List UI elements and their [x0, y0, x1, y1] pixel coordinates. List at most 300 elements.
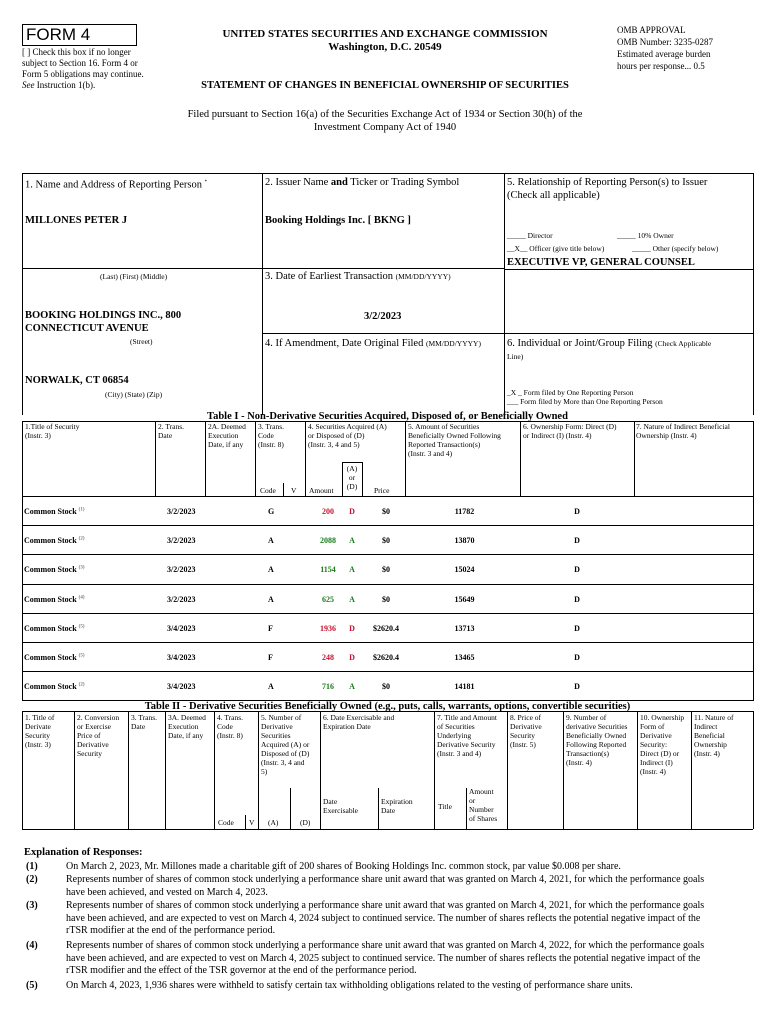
t1-h5 [408, 422, 501, 458]
t2-v2 [128, 711, 129, 829]
t2-top [22, 711, 753, 712]
transaction-date: 3/2/2023 [167, 594, 196, 604]
transaction-code: A [268, 536, 274, 546]
t2-h10-4: Direct (D) or [640, 749, 680, 758]
t1-h4 [308, 422, 387, 449]
t2-h5-3: Acquired (A) or [261, 740, 310, 749]
transaction-date: 3/2/2023 [167, 565, 196, 575]
t1-h2-a: 2. Trans. [158, 422, 185, 431]
t2-v6 [320, 711, 321, 829]
table-row [22, 613, 753, 643]
t1-h5-d: (Instr. 3 and 4) [408, 449, 453, 458]
earliest-transaction-date: 3/2/2023 [364, 311, 402, 322]
box4-label-text: 4. If Amendment, Date Original Filed [265, 338, 424, 349]
reporting-person-city: NORWALK, CT 06854 [25, 375, 129, 386]
t2-sub-amt-1: or [469, 796, 476, 805]
transaction-date: 3/4/2023 [167, 653, 196, 662]
ownership-form: D [574, 565, 580, 575]
transaction-amount: 248 [322, 653, 334, 662]
t2-sub-date-ex-2: Exercisable [323, 806, 358, 815]
t2-h11-2: Beneficial [694, 731, 725, 740]
t2-v9 [563, 711, 564, 829]
t1-h6-a: 6. Ownership Form: Direct (D) [523, 422, 617, 431]
t1-h5-a: 5. Amount of Securities [408, 422, 480, 431]
footnote-ref: (4) [78, 594, 85, 600]
footnote-number: (4) [26, 940, 38, 951]
t2-v4 [214, 711, 215, 829]
transaction-code: G [268, 507, 275, 516]
box3-format: (MM/DD/YYYY) [395, 272, 451, 281]
officer-title: EXECUTIVE VP, GENERAL COUNSEL [507, 257, 695, 268]
t2-h4-2: (Instr. 8) [217, 731, 243, 740]
ten-percent-option: _____ 10% Owner [617, 231, 674, 240]
t1-sub-ad-3: (D) [346, 482, 358, 491]
t1-sub-ad-1: (A) [346, 464, 358, 473]
security-title: Common Stock [24, 653, 77, 662]
table-row [22, 584, 753, 614]
t2-sub-v2 [290, 788, 291, 829]
other-option: _____ Other (specify below) [632, 244, 719, 253]
omb-approval [617, 24, 757, 72]
instruction-ref: Instruction 1(b). [36, 80, 96, 90]
t1-h2-b: Date [158, 431, 173, 440]
box5-label [507, 176, 751, 202]
t2-sub-v4 [466, 788, 467, 829]
filed-line-2: Investment Company Act of 1940 [313, 122, 457, 133]
acquired-disposed: D [349, 653, 355, 662]
t1-h4-b: or Disposed of (D) [308, 431, 365, 440]
t2-sub-v1 [245, 815, 246, 829]
t2-h6-b: Expiration Date [323, 722, 371, 731]
t2-h2-0: 2. Conversion [77, 713, 120, 722]
footnote-number: (5) [26, 980, 38, 991]
t2-h2-1: or Exercise [77, 722, 111, 731]
t2-v11 [691, 711, 692, 829]
footnote-text: On March 4, 2023, 1,936 shares were withheld to satisfy certain tax withholding obligations related to the vesting of performance share units. [66, 980, 633, 991]
transaction-amount: 200 [322, 507, 334, 516]
agency-location: Washington, D.C. 20549 [328, 41, 442, 53]
filed-pursuant [120, 108, 650, 134]
t1-h3-a: 3. Trans. [258, 422, 285, 431]
footnote-number: (3) [26, 900, 38, 911]
t2-h7-3: Derivative Security [437, 740, 496, 749]
ownership-form: D [574, 536, 580, 546]
t2-h5-5: (Instr. 3, 4 and [261, 758, 305, 767]
statement-title: STATEMENT OF CHANGES IN BENEFICIAL OWNERSHIP OF SECURITIES [201, 80, 569, 91]
transaction-price: $2620.4 [373, 653, 399, 662]
t2-h9-3: Following Reported [566, 740, 627, 749]
table-row [22, 642, 753, 672]
street-line-1: BOOKING HOLDINGS INC., 800 [25, 310, 182, 321]
transaction-date: 3/2/2023 [167, 536, 196, 546]
box1-label-text: 1. Name and Address of Reporting Person [25, 179, 203, 191]
grid-col-2 [262, 173, 263, 415]
t2-h3a-2: Date, if any [168, 731, 204, 740]
transaction-code: F [268, 623, 273, 633]
explanation-heading: Explanation of Responses: [24, 847, 143, 858]
t2-h8 [510, 713, 542, 749]
t2-h6-a: 6. Date Exercisable and [323, 713, 395, 722]
security-title-cell [24, 507, 85, 516]
t2-v5 [258, 711, 259, 829]
security-title-cell [24, 624, 85, 633]
t1-v6 [520, 421, 521, 496]
t2-v7 [434, 711, 435, 829]
security-title: Common Stock [24, 565, 77, 575]
box3-label [265, 270, 451, 283]
acquired-disposed: A [349, 565, 355, 575]
amount-owned: 15024 [454, 565, 475, 575]
t2-h8-3: (Instr. 5) [510, 740, 536, 749]
box6-label-small: (Check Applicable [655, 339, 712, 348]
t2-h5-4: Disposed of (D) [261, 749, 310, 758]
t1-sub-v4 [362, 462, 363, 496]
t1-h4-a: 4. Securities Acquired (A) [308, 422, 387, 431]
t1-sub-price: Price [374, 486, 390, 495]
acquired-disposed: D [349, 623, 355, 633]
box2-label-a: 2. Issuer Name [265, 177, 329, 188]
omb-number: OMB Number: 3235-0287 [617, 37, 713, 47]
ownership-form: D [574, 507, 580, 516]
footnote-text: Represents number of shares of common stock underlying a performance share unit award that was granted on March 4, 2021, for which the performance goals have been achieved, and vested on March 4, 2023. [66, 874, 705, 898]
t2-h2-3: Derivative [77, 740, 109, 749]
amount-owned: 14181 [454, 682, 475, 692]
filing-option-more: ___ Form filed by More than One Reporting Person [507, 397, 663, 406]
t1-h2a-c: Date, if any [208, 440, 244, 449]
t1-h2 [158, 422, 184, 440]
t1-h7-a: 7. Nature of Indirect Beneficial [636, 422, 730, 431]
footnote [26, 874, 746, 900]
t2-h10-5: Indirect (I) [640, 758, 673, 767]
t2-sub-amt-0: Amount [469, 787, 494, 796]
t2-h5-6: 5) [261, 767, 268, 776]
transaction-amount: 1936 [320, 623, 336, 633]
security-title: Common Stock [24, 682, 77, 692]
t1-h3-c: (Instr. 8) [258, 440, 284, 449]
t1-h6 [523, 422, 617, 440]
t1-sub-h [342, 462, 362, 463]
street-label: (Street) [130, 337, 153, 346]
transaction-amount: 2088 [320, 536, 336, 546]
box6-label-text: 6. Individual or Joint/Group Filing [507, 338, 653, 349]
transaction-amount: 716 [322, 682, 334, 692]
t1-sub-v1 [283, 483, 284, 496]
t2-h8-0: 8. Price of [510, 713, 542, 722]
t2-sub-v: V [249, 818, 255, 827]
security-title-cell [24, 682, 85, 691]
t2-h1-3: (Instr. 3) [25, 740, 51, 749]
ownership-form: D [574, 682, 580, 692]
t2-sub-amt-3: of Shares [469, 814, 498, 823]
t2-h1 [25, 713, 54, 749]
box2-label [265, 176, 459, 189]
t2-sub-amt-2: Number [469, 805, 494, 814]
t2-h7 [437, 713, 497, 758]
table-row [22, 496, 753, 526]
security-title: Common Stock [24, 536, 77, 546]
footnote-ref: (3) [78, 565, 85, 571]
security-title-cell [24, 595, 85, 604]
t2-h1-1: Derivate [25, 722, 51, 731]
t2-h8-1: Derivative [510, 722, 542, 731]
t1-h3-b: Code [258, 431, 274, 440]
t1-right [753, 421, 754, 701]
t2-right [753, 711, 754, 829]
footnote-number: (1) [26, 861, 38, 872]
t2-h10-2: Derivative [640, 731, 672, 740]
t2-v8 [507, 711, 508, 829]
footnote [26, 940, 746, 978]
amount-owned: 13465 [454, 653, 475, 662]
t1-h7 [636, 422, 730, 440]
transaction-code: A [268, 682, 274, 692]
transaction-price: $0 [382, 507, 390, 516]
box5-label-2: (Check all applicable) [507, 190, 600, 201]
grid-line-c [504, 269, 753, 270]
t2-h11-3: Ownership [694, 740, 727, 749]
t2-h11-0: 11. Nature of [694, 713, 734, 722]
footnote [26, 980, 746, 993]
footnote-ref: (5) [78, 624, 85, 630]
transaction-amount: 625 [322, 594, 334, 604]
t2-v10 [637, 711, 638, 829]
t2-sub-a: (A) [268, 818, 279, 827]
see-word: See [22, 80, 35, 90]
t1-h2a-b: Execution [208, 431, 239, 440]
grid-line-a [22, 268, 504, 269]
t2-h11-4: (Instr. 4) [694, 749, 720, 758]
reporting-person-name: MILLONES PETER J [25, 215, 128, 226]
t1-v5 [405, 421, 406, 496]
transaction-date: 3/2/2023 [167, 507, 196, 516]
acquired-disposed: A [349, 682, 355, 692]
t2-h4-0: 4. Trans. [217, 713, 244, 722]
t2-h2 [77, 713, 119, 758]
box3-label-text: 3. Date of Earliest Transaction [265, 271, 394, 282]
amount-owned: 13870 [454, 536, 475, 546]
t2-h10-1: Form of [640, 722, 665, 731]
ownership-form: D [574, 623, 580, 633]
t2-h9 [566, 713, 627, 767]
box4-format: (MM/DD/YYYY) [425, 339, 481, 348]
t1-h1-b: (Instr. 3) [25, 431, 51, 440]
t2-h7-0: 7. Title and Amount [437, 713, 498, 722]
t2-h10-6: (Instr. 4) [640, 767, 666, 776]
t2-h3-1: Date [131, 722, 146, 731]
t2-sub-exp [381, 797, 413, 815]
t2-bottom [22, 829, 753, 830]
t2-h5-1: Derivative [261, 722, 293, 731]
transaction-price: $0 [382, 682, 390, 692]
t2-h1-2: Security [25, 731, 50, 740]
footnote-text: Represents number of shares of common stock underlying a performance share unit award that was granted on March 4, 2021, for which the performance goals have been achieved, and are expected to vest on March 4, 2024 subject to continued service. The number of shares reflects the potential negative impact of the rTSR modifier at the end of the performance period. [66, 900, 705, 936]
t2-sub-exp-2: Date [381, 806, 396, 815]
t1-v7 [634, 421, 635, 496]
t1-h5-b: Beneficially Owned Following [408, 431, 501, 440]
footnote-text: Represents number of shares of common stock underlying a performance share unit award that was granted on March 4, 2022, for which the performance goals have been achieved, and are expected to vest on March 4, 2025 subject to continued service. The number of shares reflects the potential negative impact of the rTSR modifier and the effect of the TSR governor at the end of the performance period. [66, 940, 705, 976]
city-label: (City) (State) (Zip) [105, 390, 163, 399]
transaction-date: 3/4/2023 [167, 623, 196, 633]
security-title-cell [24, 653, 85, 662]
transaction-price: $0 [382, 565, 390, 575]
box2-label-and: and [330, 177, 348, 188]
t1-h2a [208, 422, 246, 449]
t1-h7-b: Ownership (Instr. 4) [636, 431, 697, 440]
t2-h5-0: 5. Number of [261, 713, 302, 722]
security-title-cell [24, 565, 85, 574]
t2-h11-1: Indirect [694, 722, 718, 731]
table-row [22, 554, 753, 584]
t2-h9-5: (Instr. 4) [566, 758, 592, 767]
form-title: FORM 4 [26, 25, 91, 44]
check-box-text: [ ] Check this box if no longer subject to Section 16. Form 4 or Form 5 obligations may continue. [22, 47, 144, 79]
t2-h10-3: Security: [640, 740, 668, 749]
no-longer-subject-note [22, 47, 152, 91]
acquired-disposed: D [349, 507, 355, 516]
footnote-ref: (1) [78, 507, 85, 513]
amount-owned: 13713 [454, 623, 475, 633]
t2-sub-date-ex-1: Date [323, 797, 338, 806]
transaction-price: $0 [382, 536, 390, 546]
t2-h10 [640, 713, 684, 776]
table2-title: Table II - Derivative Securities Beneficially Owned (e.g., puts, calls, warrants, options, convertible securities) [144, 701, 631, 712]
t1-v2 [205, 421, 206, 496]
transaction-price: $0 [382, 594, 390, 604]
t2-sub-date-ex [323, 797, 358, 815]
t2-v3 [165, 711, 166, 829]
filing-option-one: _X _ Form filed by One Reporting Person [507, 388, 634, 397]
security-title-cell [24, 536, 85, 545]
transaction-code: F [268, 653, 273, 662]
t2-h2-2: Price of [77, 731, 101, 740]
grid-col-3 [504, 173, 505, 415]
footnote-ref: (2) [78, 682, 85, 688]
t2-h10-0: 10. Ownership [640, 713, 685, 722]
amount-owned: 15649 [454, 594, 475, 604]
t2-h1-0: 1. Title of [25, 713, 55, 722]
filed-line-1: Filed pursuant to Section 16(a) of the Securities Exchange Act of 1934 or Section 30(h) of the [187, 109, 583, 120]
omb-hours: hours per response... 0.5 [617, 61, 705, 71]
t2-h5-2: Securities [261, 731, 291, 740]
transaction-price: $2620.4 [373, 623, 399, 633]
t2-h2-4: Security [77, 749, 102, 758]
t1-v1 [155, 421, 156, 496]
t1-h1-a: 1.Title of Security [25, 422, 80, 431]
box5-label-1: 5. Relationship of Reporting Person(s) to Issuer [507, 177, 708, 188]
security-title: Common Stock [24, 594, 77, 604]
footnote-ref: (2) [78, 536, 85, 542]
issuer-name: Booking Holdings Inc. [ BKNG ] [265, 215, 411, 226]
footnote-number: (2) [26, 874, 38, 885]
t2-h3-0: 3. Trans. [131, 713, 158, 722]
t2-h3a [168, 713, 206, 740]
t2-sub-v3 [378, 788, 379, 829]
t2-h6 [323, 713, 394, 731]
t2-h7-4: (Instr. 3 and 4) [437, 749, 482, 758]
t2-h8-2: Security [510, 731, 535, 740]
box4-label [265, 337, 481, 350]
t1-h1 [25, 422, 80, 440]
security-title: Common Stock [24, 623, 77, 633]
t1-v3 [255, 421, 256, 496]
box6-label [507, 337, 753, 363]
grid-line-b [262, 333, 753, 334]
t2-h9-4: Transaction(s) [566, 749, 610, 758]
t1-h3 [258, 422, 284, 449]
t2-sub-amt [469, 787, 497, 823]
t2-sub-d: (D) [300, 818, 311, 827]
street-line-2: CONNECTICUT AVENUE [25, 323, 149, 334]
security-title: Common Stock [24, 507, 77, 516]
transaction-code: A [268, 565, 274, 575]
t2-h7-2: Underlying [437, 731, 472, 740]
grid-left [22, 173, 23, 415]
t2-sub-code: Code [218, 818, 234, 827]
footnote [26, 861, 746, 874]
grid-top [22, 173, 753, 174]
t2-h9-2: Beneficially Owned [566, 731, 627, 740]
t1-sub-amount: Amount [309, 486, 334, 495]
t1-h6-b: or Indirect (I) (Instr. 4) [523, 431, 592, 440]
t2-v1 [74, 711, 75, 829]
table-row [22, 525, 753, 555]
t2-h5 [261, 713, 309, 776]
t2-h3 [131, 713, 157, 731]
t2-h4 [217, 713, 243, 740]
t2-h7-1: of Securities [437, 722, 475, 731]
t1-h4-c: (Instr. 3, 4 and 5) [308, 440, 360, 449]
t2-sub-exp-1: Expiration [381, 797, 413, 806]
t1-sub-ad [342, 464, 362, 491]
director-option: _____ Director [507, 231, 553, 240]
amount-owned: 11782 [454, 507, 475, 516]
footnote-ref: (5) [78, 653, 85, 659]
form-number-box [22, 24, 137, 46]
box2-label-b: Ticker or Trading Symbol [350, 177, 460, 188]
omb-heading: OMB APPROVAL [617, 25, 686, 35]
agency-name: UNITED STATES SECURITIES AND EXCHANGE COMMISSION [222, 28, 548, 40]
t2-h9-0: 9. Number of [566, 713, 607, 722]
t2-h11 [694, 713, 734, 758]
t2-h3a-0: 3A. Deemed [168, 713, 206, 722]
transaction-code: A [268, 594, 274, 604]
ownership-form: D [574, 594, 580, 604]
footnote [26, 900, 746, 938]
t2-left [22, 711, 23, 829]
box6-label-line: Line) [507, 352, 524, 361]
ownership-form: D [574, 653, 580, 662]
transaction-date: 3/4/2023 [167, 682, 196, 692]
footnote-text: On March 2, 2023, Mr. Millones made a charitable gift of 200 shares of Booking Holdings Inc. common stock, par value $0.008 per share. [66, 861, 621, 872]
t1-sub-ad-2: or [348, 473, 356, 482]
t2-h9-1: derivative Securities [566, 722, 628, 731]
agency-block [190, 28, 580, 54]
t1-h2a-a: 2A. Deemed [208, 422, 246, 431]
t1-sub-code: Code [260, 486, 276, 495]
table1-title: Table I - Non-Derivative Securities Acquired, Disposed of, or Beneficially Owned [207, 411, 568, 422]
box1-label [25, 176, 207, 192]
transaction-amount: 1154 [320, 565, 336, 575]
acquired-disposed: A [349, 536, 355, 546]
t2-h3a-1: Execution [168, 722, 199, 731]
t2-sub-title: Title [438, 802, 452, 811]
t1-sub-v: V [291, 486, 297, 495]
reporting-person-street [25, 309, 181, 335]
box1-asterisk: * [204, 180, 208, 185]
grid-right [753, 173, 754, 415]
t1-sub-v2 [305, 483, 306, 496]
table-row [22, 671, 753, 701]
